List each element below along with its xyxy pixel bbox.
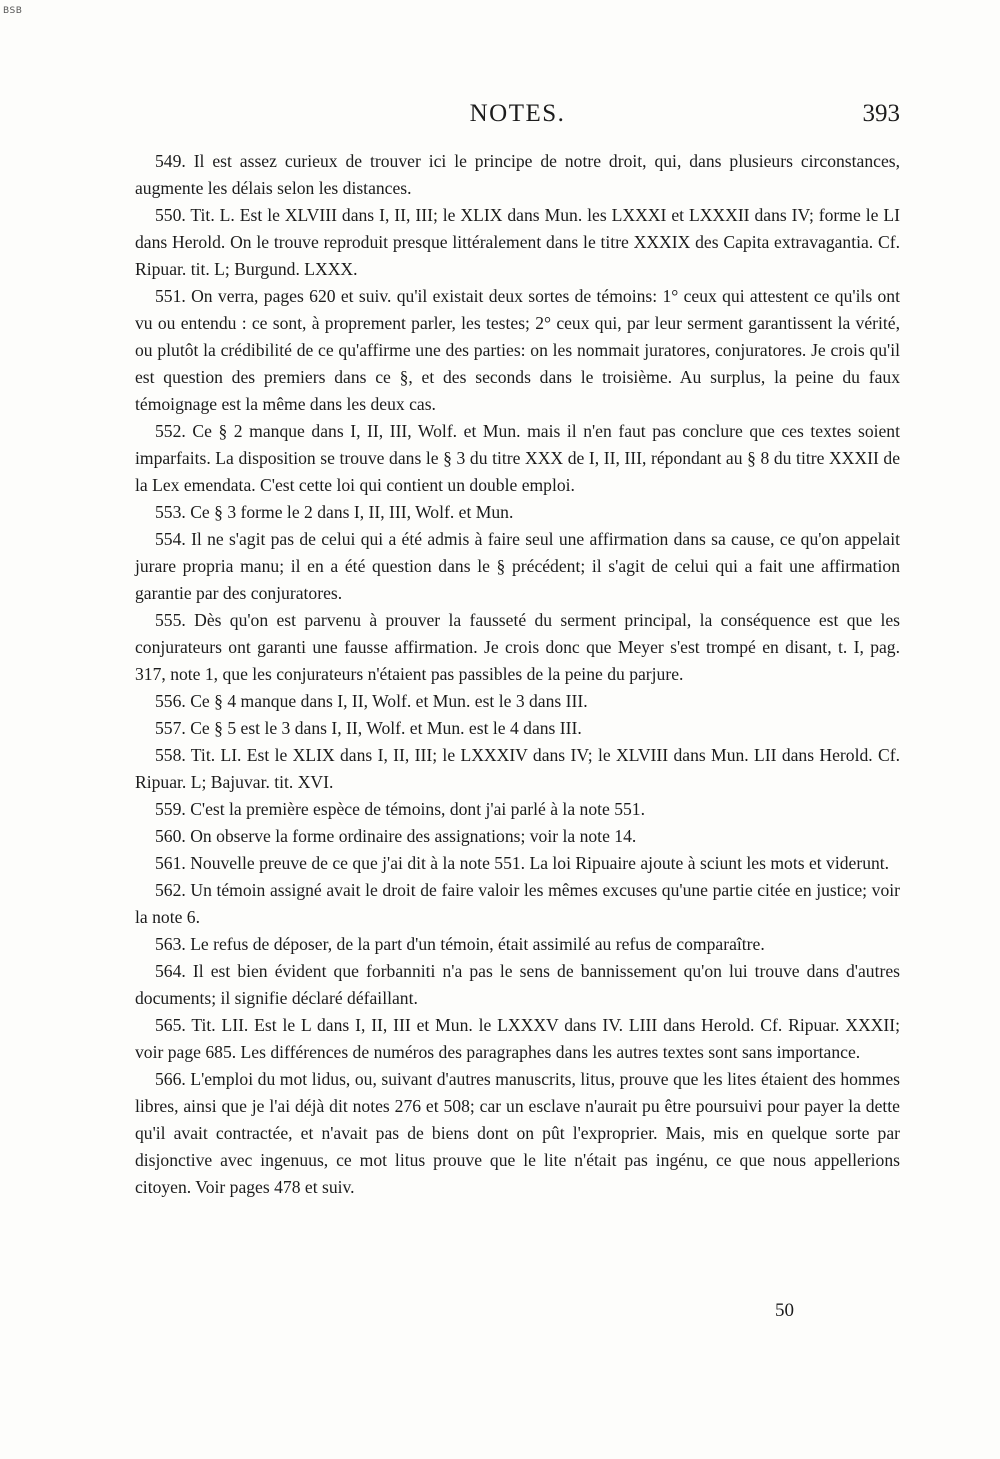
page-number: 393 — [862, 100, 900, 127]
signature-mark: 50 — [775, 1300, 794, 1321]
note-564: 564. Il est bien évident que forbanniti n'a pas le sens de bannissement qu'on lui trouve dans d'autres documents; il signifie déclaré défaillant. — [135, 961, 900, 1008]
note-549: 549. Il est assez curieux de trouver ici le principe de notre droit, qui, dans plusieurs circonstances, augmente les délais selon les distances. — [135, 151, 900, 198]
note-562: 562. Un témoin assigné avait le droit de faire valoir les mêmes excuses qu'une partie citée en justice; voir la note 6. — [135, 880, 900, 927]
note-554: 554. Il ne s'agit pas de celui qui a été admis à faire seul une affirmation dans sa cause, ce qu'on appelait jurare propria manu; il en a été question dans le § précédent; il s'agit de celui qui a fait une affirmation garantie par des conjuratores. — [135, 529, 900, 603]
note-558: 558. Tit. LI. Est le XLIX dans I, II, III; le LXXXIV dans IV; le XLVIII dans Mun. LII dans Herold. Cf. Ripuar. L; Bajuvar. tit. XVI. — [135, 745, 900, 792]
page-header — [135, 100, 900, 134]
note-565: 565. Tit. LII. Est le L dans I, II, III et Mun. le LXXXV dans IV. LIII dans Herold. Cf. Ripuar. XXXII; voir page 685. Les différences de numéros des paragraphes dans les autres textes sont sans importance. — [135, 1015, 900, 1062]
note-559: 559. C'est la première espèce de témoins, dont j'ai parlé à la note 551. — [155, 799, 646, 819]
note-556: 556. Ce § 4 manque dans I, II, Wolf. et Mun. est le 3 dans III. — [155, 691, 588, 711]
note-551: 551. On verra, pages 620 et suiv. qu'il existait deux sortes de témoins: 1° ceux qui attestent ce qu'ils ont vu ou entendu : ce sont, à proprement parler, les testes; 2° ceux qui, par leur serment garantissent la vérité, ou plutôt la crédibilité de ce qu'affirme une des parties: on les nommait juratores, conjuratores. Je crois qu'il est question des premiers dans ce §, et des seconds dans le troisième. Au surplus, la peine du faux témoignage est la même dans les deux cas. — [135, 286, 900, 414]
note-557: 557. Ce § 5 est le 3 dans I, II, Wolf. et Mun. est le 4 dans III. — [155, 718, 582, 738]
library-stamp: BSB — [3, 6, 23, 16]
note-550: 550. Tit. L. Est le XLVIII dans I, II, III; le XLIX dans Mun. les LXXXI et LXXXII dans IV; forme le LI dans Herold. On le trouve reproduit presque littéralement dans le titre XXXIX des Capita extravagantia. Cf. Ripuar. tit. L; Burgund. LXXX. — [135, 205, 900, 279]
note-553: 553. Ce § 3 forme le 2 dans I, II, III, Wolf. et Mun. — [155, 502, 514, 522]
note-561: 561. Nouvelle preuve de ce que j'ai dit à la note 551. La loi Ripuaire ajoute à sciunt les mots et viderunt. — [155, 853, 890, 873]
notes-list — [135, 148, 900, 1201]
note-566: 566. L'emploi du mot lidus, ou, suivant d'autres manuscrits, litus, prouve que les lites étaient des hommes libres, ainsi que je l'ai déjà dit notes 276 et 508; car un esclave n'aurait pu être poursuivi pour payer la dette qu'il avait contractée, et n'avait pas de biens dont on pût l'exproprier. Mais, mis en quelque sorte par disjonctive avec ingenuus, ce mot litus prouve que le lite n'était pas ingénu, ce que nous appellerions citoyen. Voir pages 478 et suiv. — [135, 1069, 900, 1197]
note-560: 560. On observe la forme ordinaire des assignations; voir la note 14. — [155, 826, 637, 846]
running-title: NOTES. — [469, 100, 566, 127]
note-563: 563. Le refus de déposer, de la part d'un témoin, était assimilé au refus de comparaître. — [155, 934, 765, 954]
note-552: 552. Ce § 2 manque dans I, II, III, Wolf. et Mun. mais il n'en faut pas conclure que ces textes soient imparfaits. La disposition se trouve dans le § 3 du titre XXX de I, II, III, répondant au § 8 du titre XXXII de la Lex emendata. C'est cette loi qui contient un double emploi. — [135, 421, 900, 495]
note-555: 555. Dès qu'on est parvenu à prouver la fausseté du serment principal, la conséquence est que les conjurateurs ont garanti une fausse affirmation. Je crois donc que Meyer s'est trompé en disant, t. I, pag. 317, note 1, que les conjurateurs n'étaient pas passibles de la peine du parjure. — [135, 610, 900, 684]
